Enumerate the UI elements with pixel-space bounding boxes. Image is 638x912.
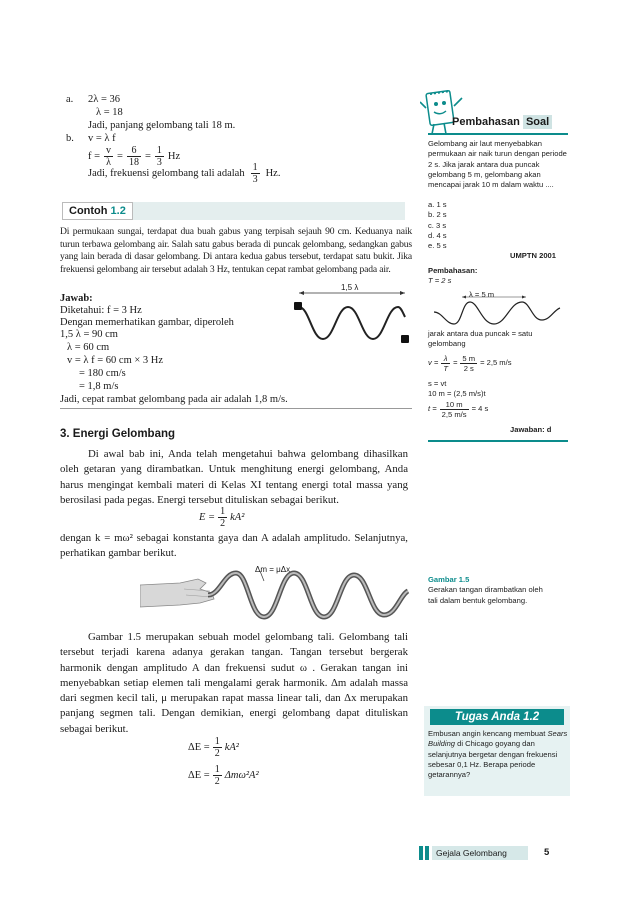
example-dim-arrow-left <box>299 291 304 295</box>
pembahasan-v-eq <box>428 354 512 373</box>
option-c: c. 3 s <box>428 220 447 230</box>
example-header <box>62 202 133 220</box>
eq2-rhs: kA² <box>224 742 239 753</box>
answer-label: Jawab: <box>60 293 93 304</box>
example-dim-arrow-right <box>400 291 405 295</box>
sol-a-label: a. <box>66 94 74 105</box>
pembahasan-answer: Jawaban: d <box>510 425 552 434</box>
eq3-frac: $\frac{1}{2}$ <box>214 764 220 787</box>
footer-chapter: Gejala Gelombang <box>432 846 528 860</box>
pembahasan-wave-figure <box>432 292 562 326</box>
eq1-rhs: kA² <box>230 512 245 523</box>
step-1: 1,5 λ = 90 cm <box>60 329 118 340</box>
pembahasan-source: UMPTN 2001 <box>510 251 557 260</box>
pembahasan-rule <box>428 133 568 135</box>
page-number: 5 <box>544 847 550 858</box>
option-d: d. 4 s <box>428 230 447 240</box>
section-p2: dengan k = mω² sebagai konstanta gaya dan A adalah amplitudo. Selanjutnya, perhatikan gambar berikut. <box>60 532 408 560</box>
example-figure-label: 1,5 λ <box>341 283 359 292</box>
t-lhs: t = <box>428 404 437 414</box>
tugas-text-a: Embusan angin kencang membuat <box>428 729 548 738</box>
v-lhs: v = <box>428 358 439 368</box>
sol-b-f: f = <box>88 151 101 162</box>
v-rhs: = 2,5 m/s <box>480 358 512 368</box>
example-problem: Di permukaan sungai, terdapat dua buah gabus yang terpisah sejauh 90 cm. Keduanya naik turun terbawa gelombang air. Salah satu gabus berada di puncak gelombang, sedangkan gabus yang lain berada di dasar gelombang. Di antara kedua gabus tersebut, terdapat satu bukit. Jika frekuensi gelombang air tersebut adalah 3 Hz, tentukan cepat rambat gelombang pada air. <box>60 226 412 275</box>
from-figure: Dengan memerhatikan gambar, diperoleh <box>60 317 234 328</box>
sol-b-line3 <box>88 162 280 185</box>
pembahasan-s-eq: s = vt <box>428 379 447 388</box>
pembahasan-t-eq <box>428 400 488 419</box>
sol-b-unit: Hz <box>167 151 181 162</box>
pembahasan-title <box>452 114 552 130</box>
example-number: 1.2 <box>110 205 126 217</box>
pembahasan-bottom-rule <box>428 440 568 442</box>
pembahasan-options <box>428 200 447 251</box>
pembahasan-s-sub: 10 m = (2,5 m/s)t <box>428 389 486 398</box>
option-e: e. 5 s <box>428 241 447 251</box>
hand-illustration <box>140 579 214 607</box>
step-2: λ = 60 cm <box>67 342 110 353</box>
step-3: v = λ f = 60 cm × 3 Hz <box>67 355 164 366</box>
eq1-lhs: E = <box>199 512 216 523</box>
sol-b-eq2: = <box>144 151 151 162</box>
eq1-frac: $\frac{1}{2}$ <box>220 506 226 529</box>
pembahasan-distance: jarak antara dua puncak = satu gelombang <box>428 329 533 349</box>
pembahasan-question: Gelombang air laut menyebabkan permukaan air naik turun dengan periode 2 s. Jika jarak antara dua puncak gelombang 5 m, gelombang akan mencapai jarak 10 m dalam waktu .... <box>428 139 567 190</box>
eq2 <box>188 736 239 759</box>
section-p3: Gambar 1.5 merupakan sebuah model gelombang tali. Gelombang tali tersebut terjadi karena adanya gerakan tangan. Tangan tersebut bergerak harmonik dengan amplitudo A dan frekuensi sudut ω . Gerakan tangan ini menyebabkan setiap elemen tali mengalami gerak harmonik. Δm adalah massa dari segmen kecil tali, μ merupakan rapat massa linear tali, dan Δx merupakan panjang segmen tali. Dengan demikian, energi gelombang dapat dituliskan sebagai berikut. <box>60 631 408 735</box>
v-frac2: $\frac{5 m}{2 s}$ <box>462 354 476 373</box>
eq1 <box>199 506 244 529</box>
eq2-lhs: ΔE = <box>188 742 210 753</box>
footer-bar-1 <box>419 846 423 860</box>
sol-b-frac1: $\frac{v}{\lambda}$ <box>106 145 112 168</box>
sol-b-eq: = <box>117 151 123 162</box>
pembahasan-sol-T: T = 2 s <box>428 276 452 285</box>
sol-b-line3-unit: Hz. <box>265 168 281 179</box>
rope-figure <box>140 565 410 630</box>
section-heading: 3. Energi Gelombang <box>60 428 176 440</box>
pembahasan-title-a: Pembahasan <box>452 116 520 128</box>
sol-b-label: b. <box>66 133 74 144</box>
eq3-lhs: ΔE = <box>188 770 210 781</box>
v-frac1: $\frac{\lambda}{T}$ <box>443 354 448 373</box>
eq3 <box>188 764 259 787</box>
sol-b-line1: v = λ f <box>88 133 116 144</box>
figure-pointer <box>260 571 264 581</box>
sol-b-frac2: $\frac{6}{18}$ <box>128 145 139 168</box>
eq2-frac: $\frac{1}{2}$ <box>214 736 220 759</box>
pembahasan-wave-label: λ = 5 m <box>469 290 495 299</box>
figure-caption <box>428 575 548 606</box>
cork-1 <box>294 302 302 310</box>
tugas-text-b: di Chicago goyang dan selanjutnya bergetar dengan frekuensi sebesar 0,1 Hz. Berapa periode getarannya? <box>428 739 558 780</box>
figure-caption-text: Gerakan tangan dirambatkan oleh tali dalam bentuk gelombang. <box>428 585 543 605</box>
t-frac: $\frac{10 m}{2,5 m/s}$ <box>441 400 467 419</box>
sol-b-frac3: $\frac{1}{3}$ <box>156 145 162 168</box>
example-wave <box>299 307 405 339</box>
v-eq: = <box>452 358 458 368</box>
sol-a-line1: 2λ = 36 <box>88 94 121 105</box>
sol-b-frac4: $\frac{1}{3}$ <box>252 162 258 185</box>
sol-a-line2: λ = 18 <box>96 107 123 118</box>
footer-bar-2 <box>425 846 429 860</box>
tugas-title: Tugas Anda 1.2 <box>430 709 564 725</box>
pembahasan-sol-label: Pembahasan: <box>428 266 478 275</box>
figure-caption-title: Gambar 1.5 <box>428 575 470 584</box>
pembahasan-title-b: Soal <box>523 115 552 129</box>
tugas-text <box>428 729 568 780</box>
step-4: = 180 cm/s <box>79 368 126 379</box>
section-p1: Di awal bab ini, Anda telah mengetahui bahwa gelombang dihasilkan oleh getaran yang dirambatkan. Untuk menghitung energi gelombang, Anda harus mengingat kembali materi di Kelas XI tentang energi total massa yang berosilasi pada pegas. Energi tersebut dituliskan sebagai berikut. <box>60 448 408 506</box>
example-conclusion: Jadi, cepat rambat gelombang pada air adalah 1,8 m/s. <box>60 394 288 405</box>
example-wave-figure <box>285 287 415 347</box>
step-5: = 1,8 m/s <box>79 381 119 392</box>
example-bottom-rule <box>60 408 412 409</box>
eq3-rhs: Δmω²A² <box>224 770 259 781</box>
figure-label: Δm = μΔx <box>255 565 291 574</box>
given: Diketahui: f = 3 Hz <box>60 305 142 316</box>
sol-a-line3: Jadi, panjang gelombang tali 18 m. <box>88 120 236 131</box>
option-a: a. 1 s <box>428 200 447 209</box>
t-rhs: = 4 s <box>471 404 489 414</box>
option-b: b. 2 s <box>428 210 447 220</box>
cork-2 <box>401 335 409 343</box>
example-label: Contoh <box>69 205 108 217</box>
sol-b-line3-text: Jadi, frekuensi gelombang tali adalah <box>88 168 245 179</box>
tugas-text-em: Sears Building <box>428 729 568 749</box>
